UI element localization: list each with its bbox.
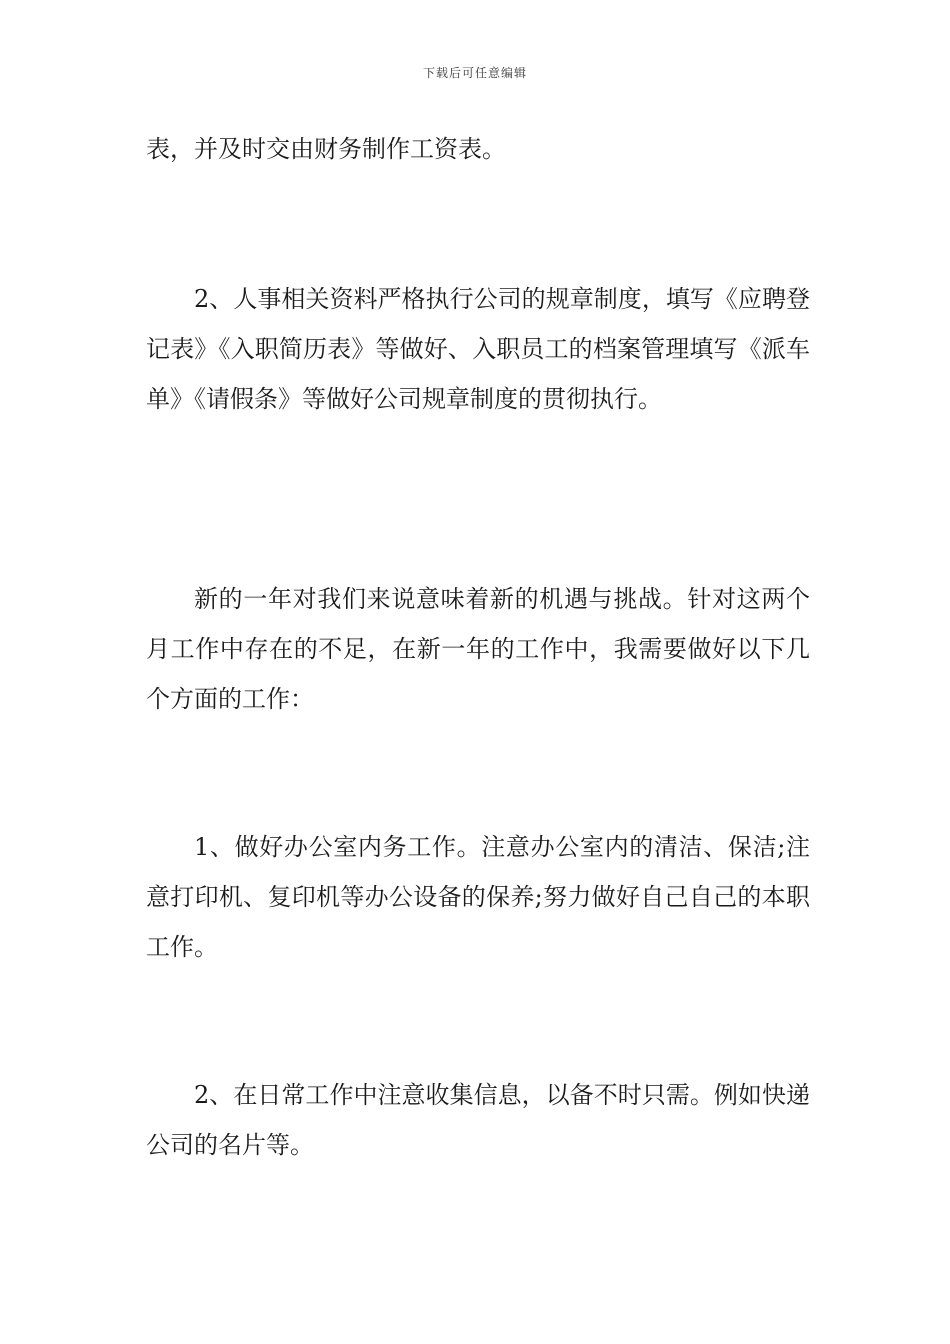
paragraph-block-5 xyxy=(146,1070,810,1170)
paragraph-office-duties: 1、做好办公室内务工作。注意办公室内的清洁、保洁;注意打印机、复印机等办公设备的保养;努力做好自己自己的本职工作。 xyxy=(146,833,810,961)
paragraph-block-4 xyxy=(146,822,810,972)
paragraph-personnel-records: 2、人事相关资料严格执行公司的规章制度，填写《应聘登记表》《入职简历表》等做好、入职员工的档案管理填写《派车单》《请假条》等做好公司规章制度的贯彻执行。 xyxy=(146,285,810,413)
paragraph-continuation: 表，并及时交由财务制作工资表。 xyxy=(146,135,506,163)
paragraph-block-3 xyxy=(146,574,810,724)
paragraph-collect-info: 2、在日常工作中注意收集信息，以备不时只需。例如快递公司的名片等。 xyxy=(146,1081,810,1159)
paragraph-block-2 xyxy=(146,274,810,424)
paragraph-block-1 xyxy=(146,124,810,174)
paragraph-new-year-intro: 新的一年对我们来说意味着新的机遇与挑战。针对这两个月工作中存在的不足，在新一年的工作中，我需要做好以下几个方面的工作： xyxy=(146,585,810,713)
page-header-note: 下载后可任意编辑 xyxy=(422,66,527,80)
